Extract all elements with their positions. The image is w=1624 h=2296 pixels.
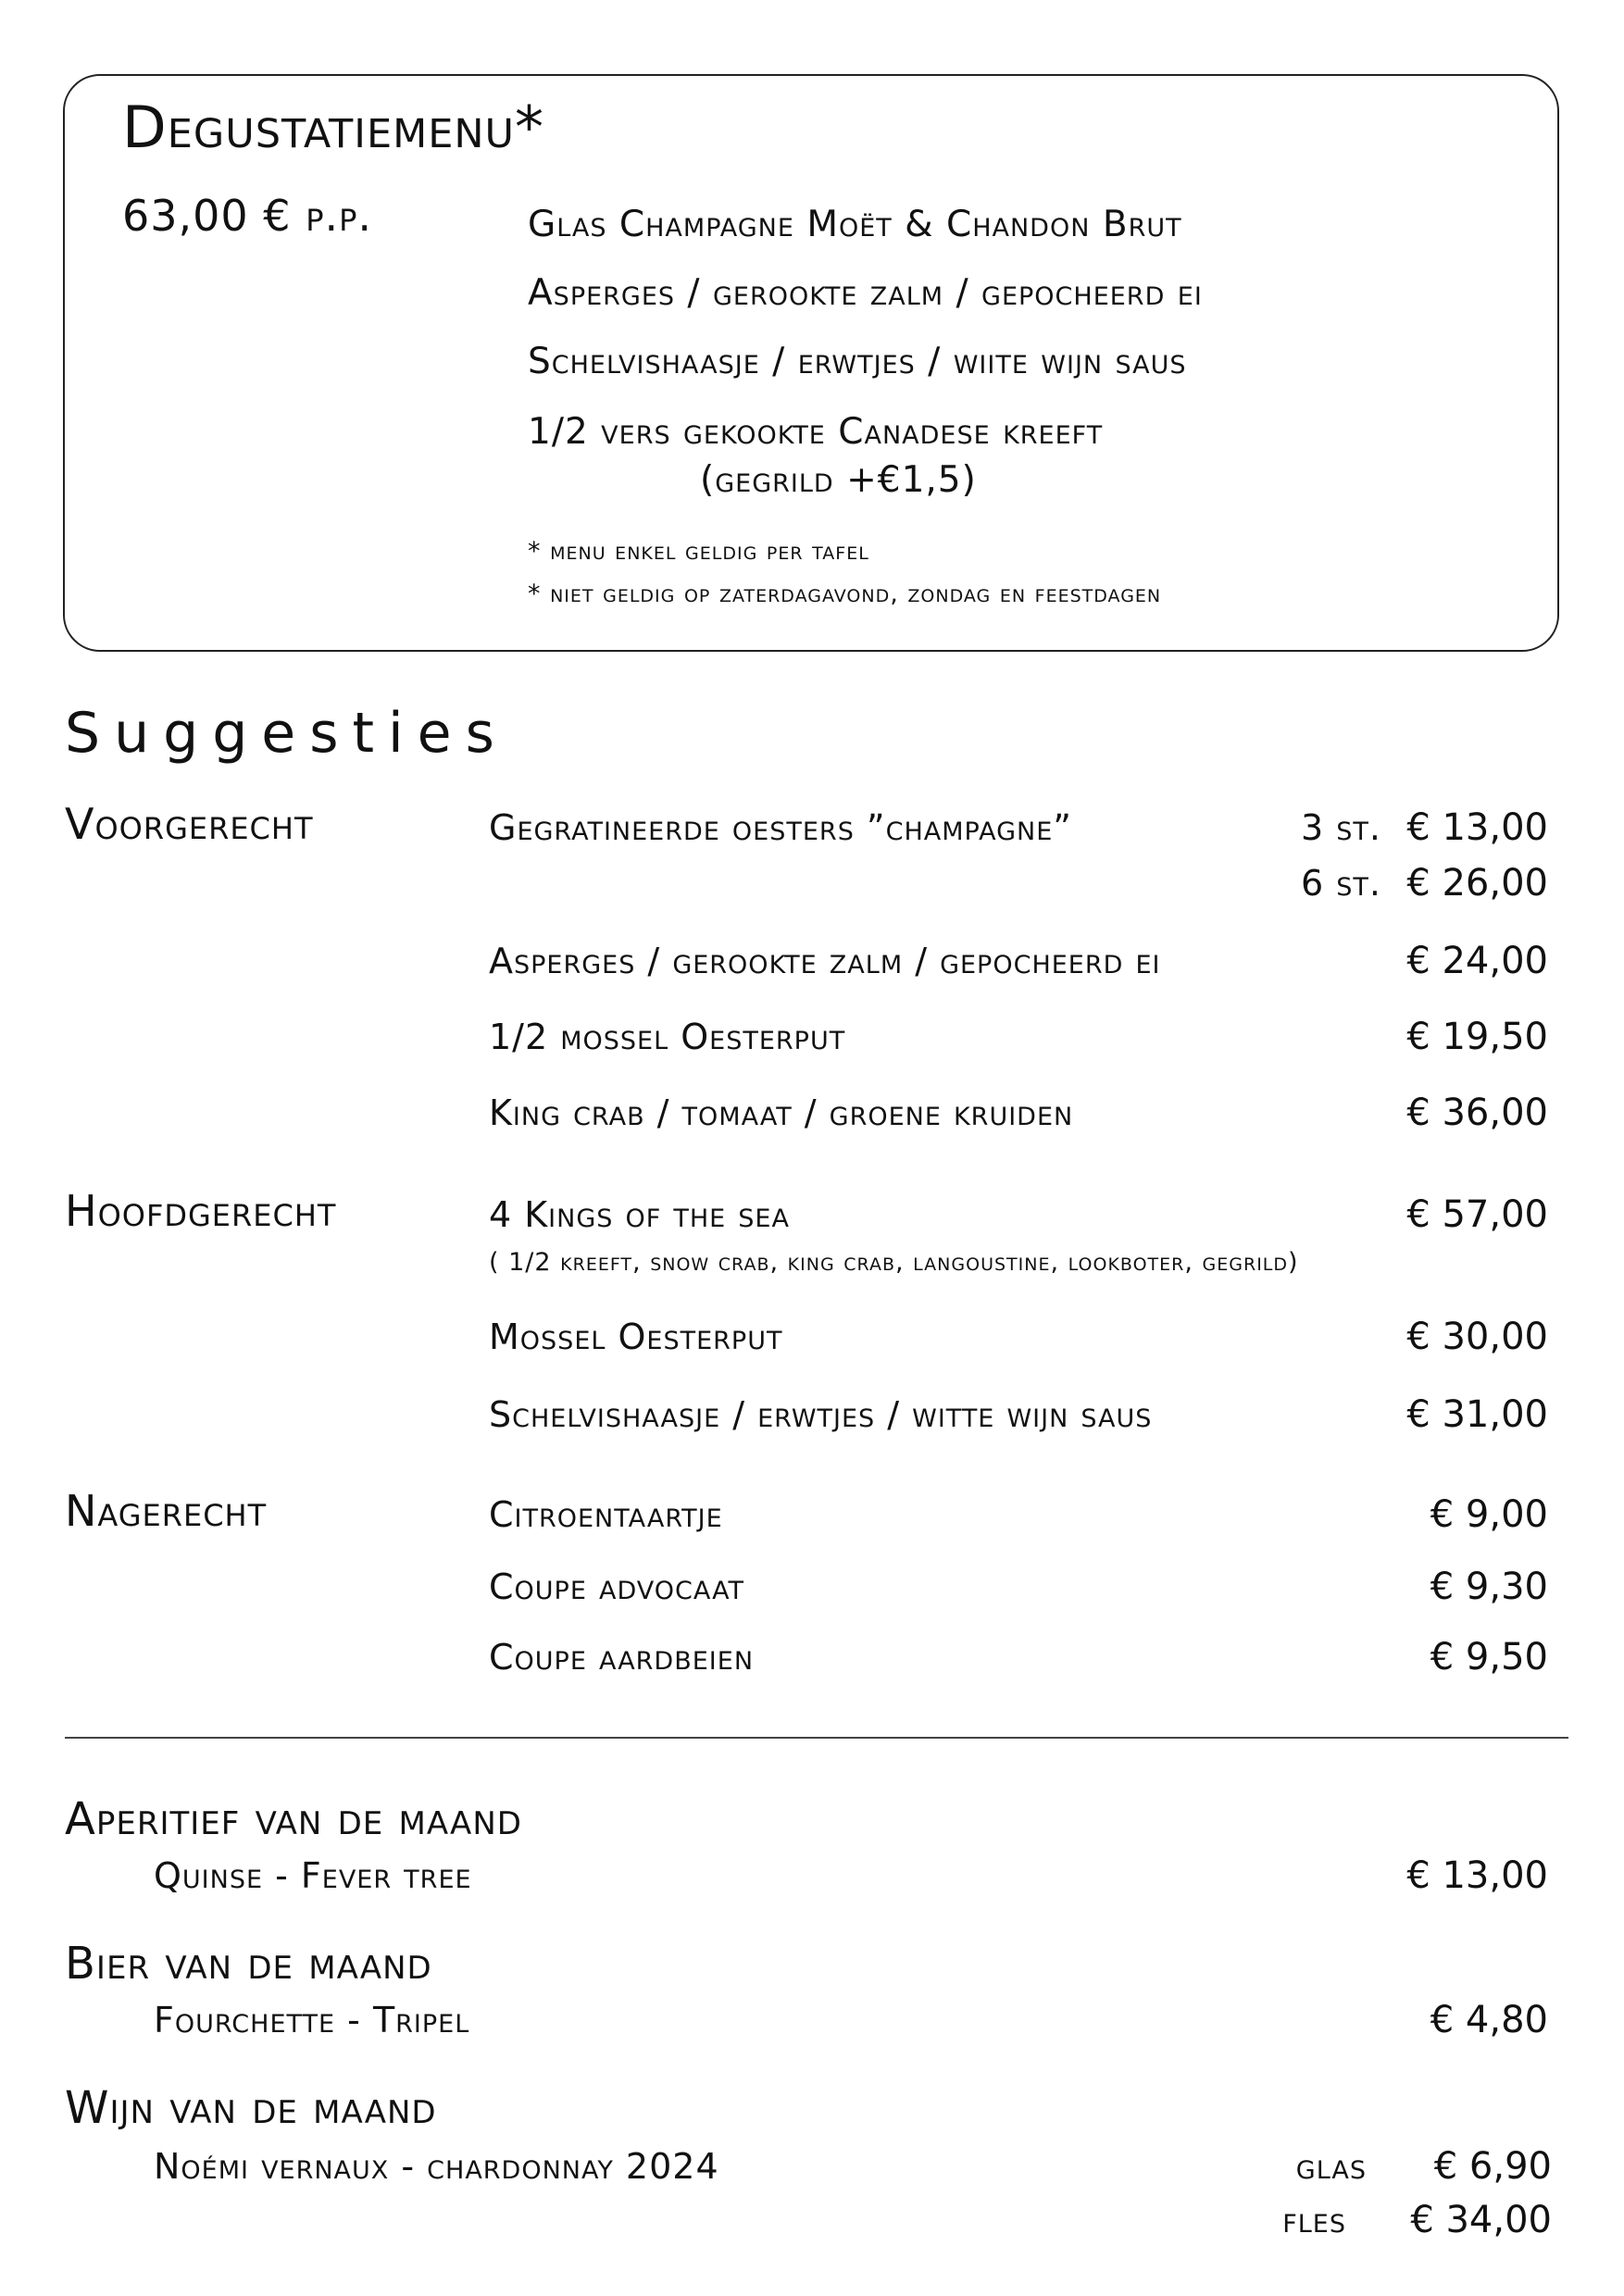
dish-price: € 13,00 bbox=[1406, 806, 1548, 849]
degustatie-course: 1/2 vers gekookte Canadese kreeft bbox=[528, 411, 1104, 453]
wijn-glas-price: € 6,90 bbox=[1433, 2145, 1552, 2188]
degustatie-price: 63,00 € p.p. bbox=[122, 191, 373, 241]
dish-price: € 31,00 bbox=[1406, 1393, 1548, 1436]
bier-price: € 4,80 bbox=[1430, 1999, 1548, 2041]
wijn-title: Wijn van de maand bbox=[65, 2082, 437, 2134]
category-hoofdgerecht: Hoofdgerecht bbox=[65, 1186, 337, 1236]
degustatie-course: Schelvishaasje / erwtjes / wiite wijn saus bbox=[528, 341, 1187, 382]
dish-price: € 9,50 bbox=[1430, 1636, 1548, 1678]
dish-description: ( 1/2 kreeft, snow crab, king crab, langoustine, lookboter, gegrild) bbox=[489, 1248, 1299, 1277]
dish-name: Coupe aardbeien bbox=[489, 1637, 755, 1678]
bier-title: Bier van de maand bbox=[65, 1938, 432, 1990]
bier-item: Fourchette - Tripel bbox=[154, 2000, 470, 2040]
dish-name: Schelvishaasje / erwtjes / witte wijn saus bbox=[489, 1394, 1153, 1435]
degustatie-note: * niet geldig op zaterdagavond, zondag en feestdagen bbox=[528, 580, 1162, 608]
dish-name: Coupe advocaat bbox=[489, 1566, 744, 1607]
dish-name: 1/2 mossel Oesterput bbox=[489, 1017, 846, 1057]
wijn-glas-label: glas bbox=[1295, 2146, 1367, 2187]
dish-name: King crab / tomaat / groene kruiden bbox=[489, 1092, 1074, 1133]
dish-price: € 9,00 bbox=[1430, 1493, 1548, 1536]
aperitief-title: Aperitief van de maand bbox=[65, 1793, 522, 1845]
dish-price: € 26,00 bbox=[1406, 862, 1548, 905]
dish-name: Mossel Oesterput bbox=[489, 1316, 783, 1357]
section-divider bbox=[65, 1737, 1568, 1739]
wijn-item: Noémi vernaux - chardonnay 2024 bbox=[154, 2146, 719, 2187]
dish-price: € 24,00 bbox=[1406, 940, 1548, 982]
dish-price: € 9,30 bbox=[1430, 1566, 1548, 1608]
category-nagerecht: Nagerecht bbox=[65, 1486, 268, 1536]
degustatie-course: Glas Champagne Moët & Chandon Brut bbox=[528, 204, 1182, 245]
dish-price: € 36,00 bbox=[1406, 1092, 1548, 1134]
degustatie-course-sub: (gegrild +€1,5) bbox=[700, 459, 977, 501]
dish-qty: 6 st. bbox=[1301, 863, 1381, 904]
wijn-fles-label: fles bbox=[1282, 2200, 1346, 2240]
degustatie-title: Degustatiemenu* bbox=[122, 94, 545, 161]
wijn-fles-price: € 34,00 bbox=[1410, 2199, 1552, 2241]
degustatie-course: Asperges / gerookte zalm / gepocheerd ei bbox=[528, 272, 1203, 314]
dish-name: 4 Kings of the sea bbox=[489, 1194, 790, 1235]
dish-price: € 57,00 bbox=[1406, 1193, 1548, 1236]
dish-price: € 19,50 bbox=[1406, 1016, 1548, 1058]
dish-price: € 30,00 bbox=[1406, 1316, 1548, 1358]
dish-qty: 3 st. bbox=[1301, 807, 1381, 848]
aperitief-price: € 13,00 bbox=[1406, 1854, 1548, 1897]
dish-name: Asperges / gerookte zalm / gepocheerd ei bbox=[489, 941, 1161, 981]
dish-name: Citroentaartje bbox=[489, 1494, 723, 1535]
aperitief-item: Quinse - Fever tree bbox=[154, 1855, 472, 1896]
category-voorgerecht: Voorgerecht bbox=[65, 799, 314, 849]
dish-name: Gegratineerde oesters ”champagne” bbox=[489, 807, 1072, 848]
degustatie-note: * menu enkel geldig per tafel bbox=[528, 537, 869, 566]
suggesties-title: Suggesties bbox=[65, 701, 508, 766]
